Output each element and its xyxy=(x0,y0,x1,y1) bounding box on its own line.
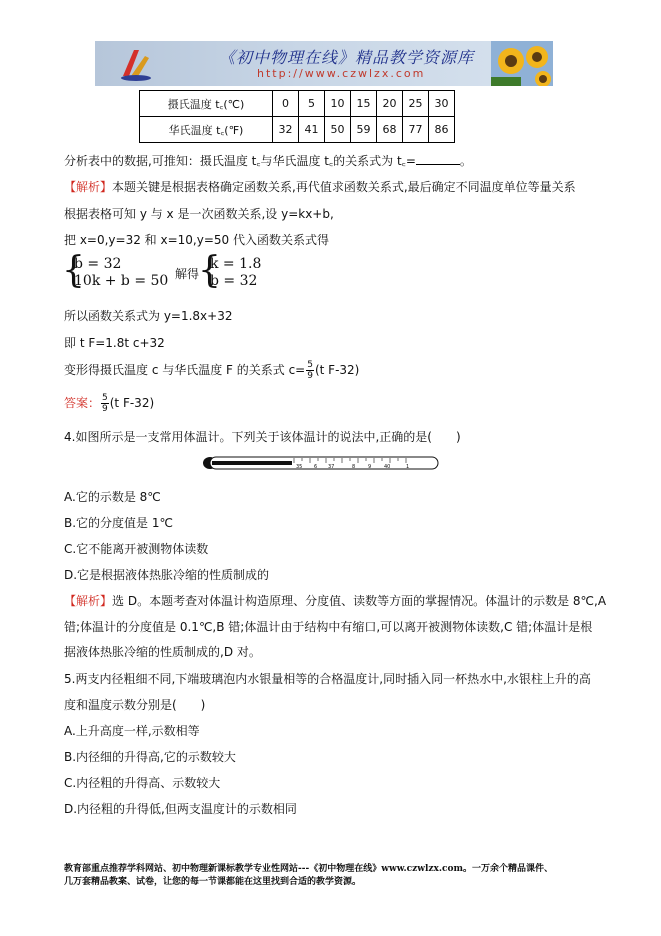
scale-label: 9 xyxy=(368,464,372,470)
q3-prompt xyxy=(64,152,472,169)
sunflower-icon xyxy=(491,41,553,86)
equation-right-2: b = 32 xyxy=(210,273,258,289)
q5-option-b: B.内径细的升得高,它的示数较大 xyxy=(64,750,236,764)
q5-option-c: C.内径粗的升得高、示数较大 xyxy=(64,776,221,790)
thermometer-icon xyxy=(202,454,442,472)
header-banner xyxy=(95,41,553,86)
analysis-text: 本题关键是根据表格确定函数关系,再代值求函数关系式,最后确定不同温度单位等量关系 xyxy=(112,180,576,194)
q4-option-b: B.它的分度值是 1℃ xyxy=(64,516,173,530)
table-cell: 0 xyxy=(273,91,299,117)
banner-url[interactable]: http://www.czwlzx.com xyxy=(257,67,426,80)
q3-analysis-line-5: 即 t F=1.8t c+32 xyxy=(64,336,165,350)
q4-prompt: 4.如图所示是一支常用体温计。下列关于该体温计的说法中,正确的是( ) xyxy=(64,430,461,444)
equation-left-2: 10k + b = 50 xyxy=(74,273,169,289)
footer-note xyxy=(64,863,553,889)
q3-answer xyxy=(64,393,154,414)
q3-analysis-line-3: 把 x=0,y=32 和 x=10,y=50 代入函数关系式得 xyxy=(64,233,329,247)
solve-label: 解得 xyxy=(175,267,200,281)
footer-line-1: 教育部重点推荐学科网站、初中物理新课标教学专业性网站---《初中物理在线》www.czwlzx.com。一万余个精品课件、 xyxy=(64,864,554,874)
table-cell: 41 xyxy=(299,117,325,143)
analysis-text: 选 D。本题考查对体温计构造原理、分度值、读数等方面的掌握情况。体温计的示数是 8℃,A xyxy=(112,594,607,608)
table-cell: 30 xyxy=(429,91,455,117)
analysis-tag: 【解析】 xyxy=(64,180,113,194)
q4-analysis-line-3: 据液体热胀冷缩的性质制成的,D 对。 xyxy=(64,645,261,659)
table-row xyxy=(140,91,455,117)
temperature-table xyxy=(139,90,455,143)
table-cell: 5 xyxy=(299,91,325,117)
q5-prompt-line-1: 5.两支内径粗细不同,下端玻璃泡内水银量相等的合格温度计,同时插入同一杯热水中,水银柱上升的高 xyxy=(64,672,591,686)
q3-analysis-line-4: 所以函数关系式为 y=1.8x+32 xyxy=(64,309,233,323)
fraction xyxy=(101,393,109,414)
q4-option-c: C.它不能离开被测物体读数 xyxy=(64,542,209,556)
q5-option-d: D.内径粗的升得低,但两支温度计的示数相同 xyxy=(64,802,297,816)
footer-line-2: 几万套精品教案、试卷，让您的每一节课都能在这里找到合适的教学资源。 xyxy=(64,877,362,887)
q3-analysis-line-1 xyxy=(64,178,576,195)
q4-analysis-line-1 xyxy=(64,592,606,609)
row-header-celsius: 摄氏温度 t꜀(℃) xyxy=(140,91,273,117)
q3-analysis-line-2: 根据表格可知 y 与 x 是一次函数关系,设 y=kx+b, xyxy=(64,207,334,221)
table-cell: 86 xyxy=(429,117,455,143)
q5-option-a: A.上升高度一样,示数相等 xyxy=(64,724,200,738)
banner-title: 《初中物理在线》精品教学资源库 xyxy=(219,48,475,67)
scale-label: 6 xyxy=(314,464,318,470)
scale-label: 37 xyxy=(328,464,335,470)
scale-label: 8 xyxy=(352,464,356,470)
left-brace: { xyxy=(62,250,85,291)
q5-prompt-line-2: 度和温度示数分别是( ) xyxy=(64,698,206,712)
answer-blank xyxy=(416,153,460,165)
answer-tag: 答案： xyxy=(64,396,101,410)
table-cell: 50 xyxy=(325,117,351,143)
fraction-denominator: 9 xyxy=(102,404,108,414)
scale-label: 40 xyxy=(384,464,391,470)
scale-label: 35 xyxy=(296,464,303,470)
row-header-fahrenheit: 华氏温度 t꜀(℉) xyxy=(140,117,273,143)
answer-end: (t F-32) xyxy=(109,396,155,410)
site-logo-icon xyxy=(119,46,153,82)
fraction-denominator: 9 xyxy=(307,371,313,381)
equation-left-1: b = 32 xyxy=(74,256,122,272)
table-cell: 20 xyxy=(377,91,403,117)
q4-option-d: D.它是根据液体热胀冷缩的性质制成的 xyxy=(64,568,270,582)
relation-text: 变形得摄氏温度 c 与华氏温度 F 的关系式 c= xyxy=(64,363,306,377)
table-cell: 10 xyxy=(325,91,351,117)
q3-prompt-end: 。 xyxy=(459,154,472,168)
table-cell: 59 xyxy=(351,117,377,143)
table-cell: 25 xyxy=(403,91,429,117)
q4-analysis-line-2: 错;体温计的分度值是 0.1℃,B 错;体温计由于结构中有缩口,可以离开被测物体读数,C 错;体温计是根 xyxy=(64,620,593,634)
table-cell: 32 xyxy=(273,117,299,143)
equation-right-1: k = 1.8 xyxy=(210,256,262,272)
table-row xyxy=(140,117,455,143)
analysis-tag: 【解析】 xyxy=(64,594,113,608)
right-brace: { xyxy=(198,250,221,291)
fraction xyxy=(306,360,314,381)
table-cell: 77 xyxy=(403,117,429,143)
scale-label: 1 xyxy=(406,464,410,470)
table-cell: 68 xyxy=(377,117,403,143)
table-cell: 15 xyxy=(351,91,377,117)
fraction-numerator: 5 xyxy=(307,360,313,370)
relation-end: (t F-32) xyxy=(314,363,360,377)
q3-analysis-line-6 xyxy=(64,360,359,381)
fraction-numerator: 5 xyxy=(102,393,108,403)
q3-prompt-text: 分析表中的数据,可推知：摄氏温度 t꜀与华氏温度 t꜀的关系式为 t꜀= xyxy=(64,154,416,168)
q4-option-a: A.它的示数是 8℃ xyxy=(64,490,161,504)
